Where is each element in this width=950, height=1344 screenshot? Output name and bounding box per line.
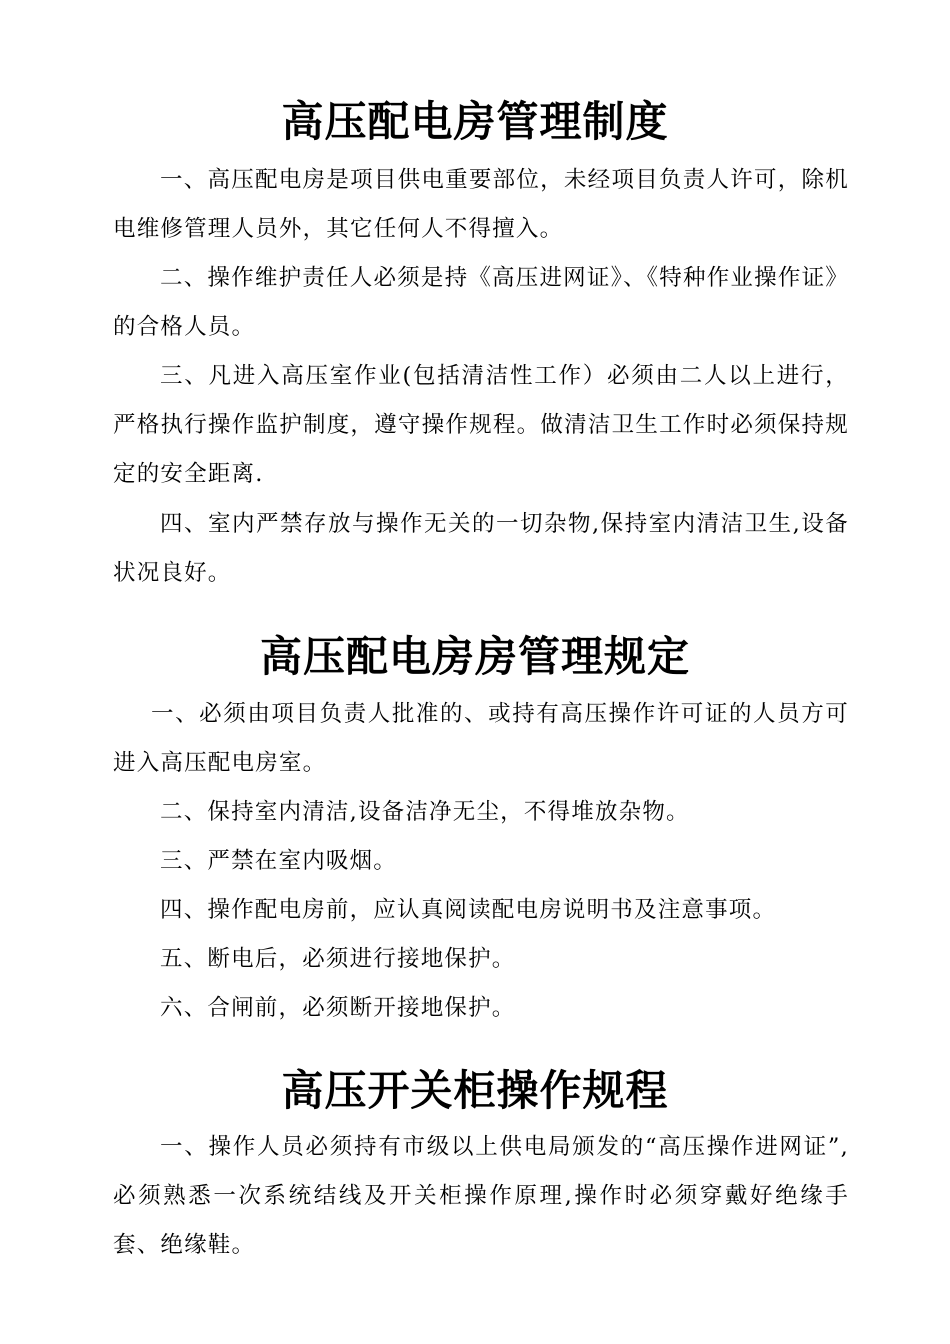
paragraph: 二、操作维护责任人必须是持《高压进网证》、《特种作业操作证》的合格人员。 (113, 265, 849, 340)
paragraph: 一、高压配电房是项目供电重要部位，未经项目负责人许可，除机电维修管理人员外，其它任何人不得擅入。 (113, 167, 849, 242)
paragraph: 四、操作配电房前，应认真阅读配电房说明书及注意事项。 (160, 897, 777, 923)
paragraph: 六、合闸前，必须断开接地保护。 (160, 995, 516, 1021)
paragraph: 四、室内严禁存放与操作无关的一切杂物,保持室内清洁卫生,设备状况良好。 (113, 511, 849, 586)
paragraph: 一、操作人员必须持有市级以上供电局颁发的“高压操作进网证”,必须熟悉一次系统结线及开关柜操作原理,操作时必须穿戴好绝缘手套、绝缘鞋。 (113, 1134, 849, 1258)
paragraph: 一、必须由项目负责人批准的、或持有高压操作许可证的人员方可进入高压配电房室。 (113, 701, 849, 776)
section-title: 高压配电房管理制度 (281, 97, 669, 146)
paragraph: 三、严禁在室内吸烟。 (160, 848, 398, 874)
paragraph: 二、保持室内清洁,设备洁净无尘，不得堆放杂物。 (160, 799, 690, 825)
paragraph: 三、凡进入高压室作业(包括清洁性工作）必须由二人以上进行，严格执行操作监护制度，遵守操作规程。做清洁卫生工作时必须保持规定的安全距离. (113, 363, 849, 487)
paragraph: 五、断电后，必须进行接地保护。 (160, 946, 516, 972)
section-title: 高压配电房房管理规定 (259, 632, 690, 681)
section-title: 高压开关柜操作规程 (281, 1066, 669, 1115)
